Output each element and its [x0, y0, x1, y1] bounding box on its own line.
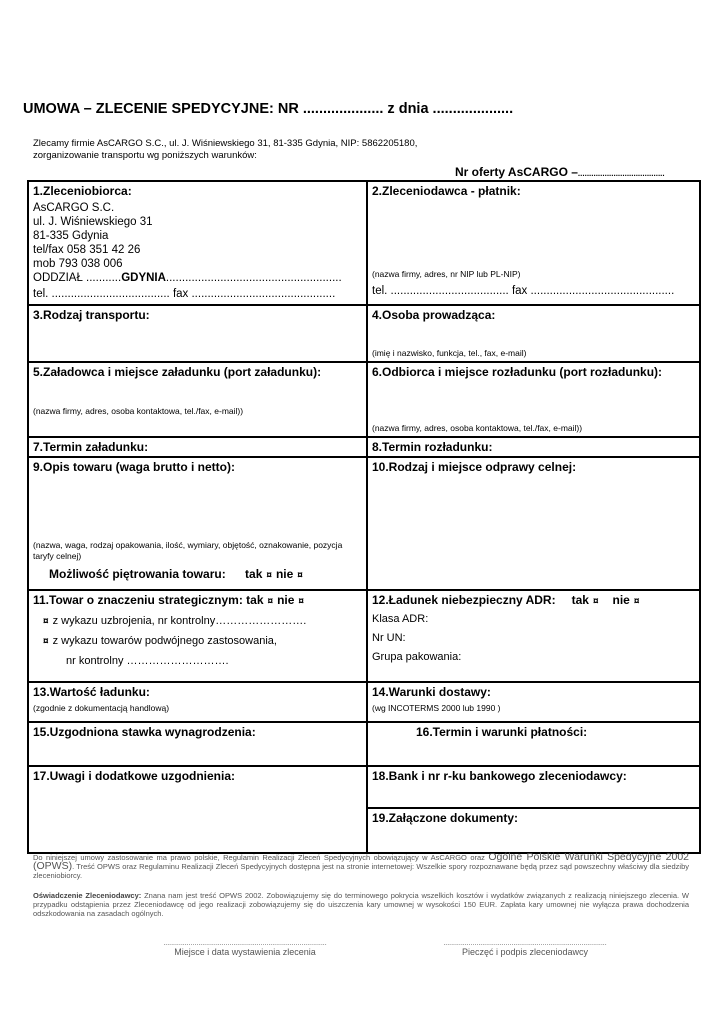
section-7-loading-date[interactable]: [28, 437, 367, 457]
section-1-heading: 1.Zleceniobiorca:: [33, 184, 132, 198]
section-4-contact-person[interactable]: [367, 305, 700, 362]
offer-label: Nr oferty AsCARGO –: [455, 165, 578, 179]
contractor-line: ul. J. Wiśniewskiego 31: [33, 216, 153, 228]
section-1-contractor[interactable]: [28, 181, 367, 305]
branch-name: GDYNIA: [121, 272, 166, 284]
declaration-label: Oświadczenie Zleceniodawcy:: [33, 891, 142, 900]
signature-line: ....................................................................................: [163, 940, 327, 947]
section-10-heading: 10.Rodzaj i miejsce odprawy celnej:: [372, 460, 577, 474]
section-14-heading: 14.Warunki dostawy:: [372, 685, 491, 699]
option-1-checkbox-icon[interactable]: ¤: [43, 616, 49, 627]
order-form-table: [27, 180, 701, 854]
option-2-control-number: nr kontrolny ……………………….: [66, 655, 229, 667]
section-14-delivery-terms[interactable]: [367, 682, 700, 722]
offer-number[interactable]: [455, 165, 665, 179]
section-11-strategic-goods[interactable]: [28, 590, 367, 682]
branch-suffix: .......................................................: [165, 272, 342, 284]
section-12-adr[interactable]: [367, 590, 700, 682]
intro-text: [33, 138, 417, 162]
strategic-option-2: [43, 635, 362, 647]
section-9-heading: 9.Opis towaru (waga brutto i netto):: [33, 460, 235, 474]
section-10-customs[interactable]: [367, 457, 700, 590]
client-note: (nazwa firmy, adres, nr NIP lub PL-NIP): [372, 269, 521, 279]
signature-line: ....................................................................................: [443, 940, 607, 947]
section-5-loader[interactable]: [28, 362, 367, 437]
place-date-label: Miejsce i data wystawienia zlecenia: [174, 947, 316, 957]
adr-un-field: Nr UN:: [372, 632, 406, 644]
intro-line-1: Zlecamy firmie AsCARGO S.C., ul. J. Wiśniewskiego 31, 81-335 Gdynia, NIP: 5862205180,: [33, 138, 418, 149]
section-15-agreed-rate[interactable]: [28, 722, 367, 766]
intro-line-2: zorganizowanie transportu wg poniższych warunków:: [33, 150, 257, 161]
loader-note: (nazwa firmy, adres, osoba kontaktowa, tel./fax, e-mail)): [33, 406, 244, 416]
stacking-no-label: nie: [275, 567, 294, 581]
legal-note-end: . Treść OPWS oraz Regulaminu Realizacji Zleceń Spedycyjnych dostępna jest na stronie internetowej: Wszelkie spory rozpoznawane będą przez sąd powszechny właściwy dla siedziby zleceniobiorcy.: [33, 862, 689, 880]
section-17-heading: 17.Uwagi i dodatkowe uzgodnienia:: [33, 769, 236, 783]
contractor-line: mob 793 038 006: [33, 258, 123, 270]
branch-line: [33, 271, 362, 285]
adr-yes-label: tak: [571, 593, 589, 607]
section-18-bank-account[interactable]: [367, 766, 700, 808]
section-13-heading: 13.Wartość ładunku:: [33, 685, 150, 699]
signature-place-date[interactable]: [150, 940, 340, 957]
stacking-yes-label: tak: [245, 567, 263, 581]
option-2-label: z wykazu towarów podwójnego zastosowania,: [52, 635, 277, 647]
option-2-checkbox-icon[interactable]: ¤: [43, 636, 49, 647]
document-title: UMOWA – ZLECENIE SPEDYCYJNE: NR .................... z dnia ....................: [23, 101, 514, 117]
section-16-heading: 16.Termin i warunki płatności:: [416, 725, 588, 739]
contractor-line: 81-335 Gdynia: [33, 230, 109, 242]
adr-no-checkbox-icon[interactable]: ¤: [633, 596, 640, 607]
offer-dots: .......................................: [577, 169, 665, 178]
section-8-unloading-date[interactable]: [367, 437, 700, 457]
delivery-terms-note: (wg INCOTERMS 2000 lub 1990 ): [372, 703, 501, 713]
stacking-option: [49, 567, 307, 581]
section-6-heading: 6.Odbiorca i miejsce rozładunku (port rozładunku):: [372, 365, 663, 379]
signature-stamp[interactable]: [430, 940, 620, 957]
section-19-attached-documents[interactable]: [367, 808, 700, 853]
client-tel-fax: tel. ..................................... fax .............................................: [372, 285, 675, 297]
section-3-heading: 3.Rodzaj transportu:: [33, 308, 150, 322]
section-11-heading: 11.Towar o znaczeniu strategicznym: tak: [33, 593, 264, 607]
contractor-line: tel/fax 058 351 42 26: [33, 244, 141, 256]
declaration-text: Znana nam jest treść OPWS 2002. Zobowiązujemy się do terminowego pokrycia wszelkich kosztów i wydatków związanych z realizacją niniejszego zlecenia. W przypadku odstąpienia przez Zleceniodawcę od jego realizacji zobowiązujemy się do uiszczenia kary umownej w wysokości 150 EUR. Zapłata kary umownej nie wyłącza prawa dochodzenia odszkodowania na zasadach ogólnych.: [33, 891, 689, 918]
section-16-payment-terms[interactable]: [367, 722, 700, 766]
goods-note: (nazwa, waga, rodzaj opakowania, ilość, wymiary, objętość, oznakowanie, pozycja taryfy celnej): [33, 540, 343, 561]
contractor-address: [33, 201, 362, 301]
section-3-transport-type[interactable]: [28, 305, 367, 362]
stamp-signature-label: Pieczęć i podpis zleceniodawcy: [461, 947, 589, 957]
strategic-yes-checkbox-icon[interactable]: ¤: [267, 596, 274, 607]
contractor-line: AsCARGO S.C.: [33, 202, 115, 214]
adr-yes-checkbox-icon[interactable]: ¤: [592, 596, 599, 607]
strategic-option-1: [43, 615, 362, 627]
section-12-heading: 12.Ładunek niebezpieczny ADR:: [372, 593, 556, 607]
contractor-tel-fax: tel. ..................................... fax .............................................: [33, 288, 336, 300]
strategic-no-label: nie: [277, 593, 295, 607]
stacking-label: Możliwość piętrowania towaru:: [49, 567, 226, 581]
section-8-heading: 8.Termin rozładunku:: [372, 440, 493, 454]
section-13-cargo-value[interactable]: [28, 682, 367, 722]
section-2-client[interactable]: [367, 181, 700, 305]
stacking-no-checkbox-icon[interactable]: ¤: [297, 570, 303, 581]
adr-class-field: Klasa ADR:: [372, 613, 429, 625]
legal-note: [33, 853, 689, 880]
section-12-heading-line: [372, 593, 695, 607]
stacking-yes-checkbox-icon[interactable]: ¤: [266, 570, 272, 581]
section-11-heading-line: [33, 593, 362, 607]
legal-note-opws: Ogólne Polskie Warunki Spedycyjne 2002 (OPWS): [33, 851, 690, 872]
strategic-no-checkbox-icon[interactable]: ¤: [298, 596, 304, 607]
client-declaration: [33, 891, 689, 918]
section-5-heading: 5.Załadowca i miejsce załadunku (port załadunku):: [33, 365, 322, 379]
section-6-receiver[interactable]: [367, 362, 700, 437]
section-7-heading: 7.Termin załadunku:: [33, 440, 149, 454]
receiver-note: (nazwa firmy, adres, osoba kontaktowa, tel./fax, e-mail)): [372, 423, 583, 433]
section-9-goods-description[interactable]: [28, 457, 367, 590]
adr-no-label: nie: [612, 593, 630, 607]
adr-packing-group-field: Grupa pakowania:: [372, 651, 462, 663]
section-15-heading: 15.Uzgodniona stawka wynagrodzenia:: [33, 725, 256, 739]
section-4-heading: 4.Osoba prowadząca:: [372, 308, 496, 322]
legal-note-start: Do niniejszej umowy zastosowanie ma prawo polskie, Regulamin Realizacji Zleceń Spedycyjnych obowiązujący w AsCARGO oraz: [33, 853, 489, 862]
section-2-heading: 2.Zleceniodawca - płatnik:: [372, 184, 521, 198]
cargo-value-note: (zgodnie z dokumentacją handlową): [33, 703, 170, 713]
branch-prefix: ODDZIAŁ ...........: [33, 272, 122, 284]
option-1-label: z wykazu uzbrojenia, nr kontrolny…………………….: [52, 615, 307, 627]
section-18-heading: 18.Bank i nr r-ku bankowego zleceniodawcy:: [372, 769, 627, 783]
section-17-remarks[interactable]: [28, 766, 367, 853]
section-19-heading: 19.Załączone dokumenty:: [372, 811, 519, 825]
contact-person-note: (imię i nazwisko, funkcja, tel., fax, e-mail): [372, 348, 527, 358]
